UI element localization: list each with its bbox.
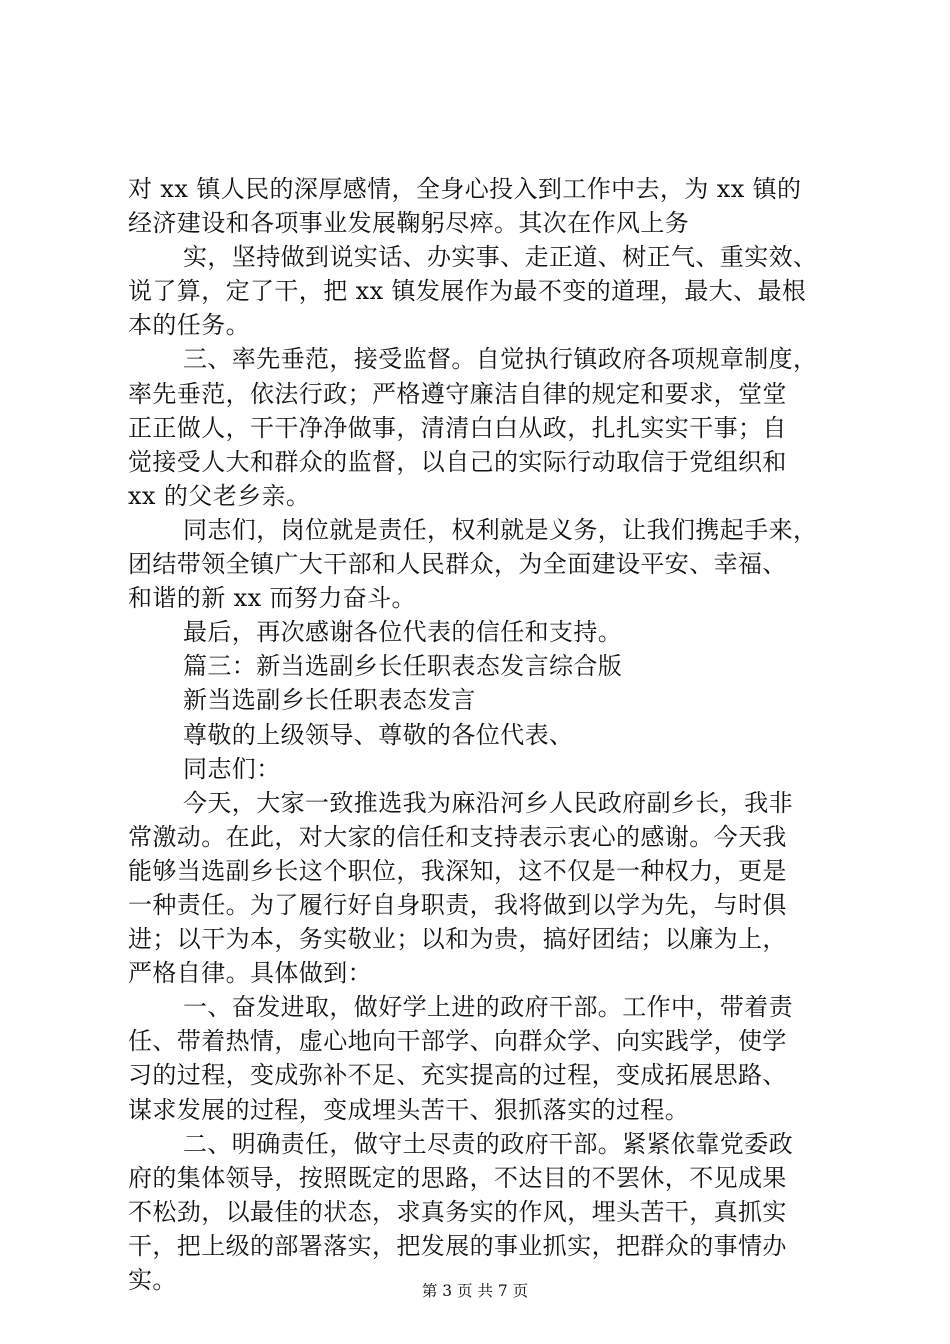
section-heading: 篇三：新当选副乡长任职表态发言综合版 — [183, 652, 623, 681]
text-line: 经济建设和各项事业发展鞠躬尽瘁。其次在作风上务 — [128, 209, 690, 238]
text-line: 最后，再次感谢各位代表的信任和支持。 — [183, 618, 623, 647]
text-line: 率先垂范，依法行政；严格遵守廉洁自律的规定和要求，堂堂 — [128, 379, 787, 408]
text-line: 谋求发展的过程，变成埋头苦干、狠抓落实的过程。 — [128, 1095, 690, 1124]
text-line: 正正做人，干干净净做事，清清白白从政，扎扎实实干事；自 — [128, 413, 787, 442]
text-line: 一、奋发进取，做好学上进的政府干部。工作中，带着责 — [183, 993, 793, 1022]
text-line: 府的集体领导，按照既定的思路，不达目的不罢休，不见成果 — [128, 1163, 787, 1192]
text-line: 今天，大家一致推选我为麻沿河乡人民政府副乡长，我非 — [183, 788, 793, 817]
text-line: xx 的父老乡亲。 — [128, 481, 311, 510]
text-line: 不松劲，以最佳的状态，求真务实的作风，埋头苦干，真抓实 — [128, 1197, 787, 1226]
text-line: 三、率先垂范，接受监督。自觉执行镇政府各项规章制度， — [183, 345, 818, 374]
text-line: 二、明确责任，做守土尽责的政府干部。紧紧依靠党委政 — [183, 1129, 793, 1158]
text-line: 严格自律。具体做到： — [128, 959, 372, 988]
text-line: 任、带着热情，虚心地向干部学、向群众学、向实践学，使学 — [128, 1027, 787, 1056]
text-line: 一种责任。为了履行好自身职责，我将做到以学为先，与时俱 — [128, 890, 787, 919]
text-line: 本的任务。 — [128, 311, 250, 340]
page-footer — [0, 1281, 950, 1301]
page-number-label: 第 3 页 共 7 页 — [421, 1282, 529, 1300]
text-line: 说了算，定了干，把 xx 镇发展作为最不变的道理，最大、最根 — [128, 277, 807, 306]
text-line: 觉接受人大和群众的监督，以自己的实际行动取信于党组织和 — [128, 447, 787, 476]
document-body — [128, 172, 848, 1297]
text-line: 对 xx 镇人民的深厚感情，全身心投入到工作中去，为 xx 镇的 — [128, 175, 802, 203]
speech-title: 新当选副乡长任职表态发言 — [183, 686, 476, 715]
text-line: 实，坚持做到说实话、办实事、走正道、树正气、重实效、 — [183, 243, 818, 272]
salutation: 同志们： — [183, 754, 281, 783]
salutation: 尊敬的上级领导、尊敬的各位代表、 — [183, 720, 574, 749]
text-line: 能够当选副乡长这个职位，我深知，这不仅是一种权力，更是 — [128, 856, 787, 885]
text-line: 干，把上级的部署落实，把发展的事业抓实，把群众的事情办 — [128, 1231, 787, 1260]
text-line: 团结带领全镇广大干部和人民群众，为全面建设平安、幸福、 — [128, 550, 787, 579]
text-line: 进；以干为本，务实敬业；以和为贵，搞好团结；以廉为上， — [128, 925, 787, 954]
text-line: 实。 — [128, 1266, 177, 1294]
text-line: 习的过程，变成弥补不足、充实提高的过程，变成拓展思路、 — [128, 1061, 787, 1090]
text-line: 和谐的新 xx 而努力奋斗。 — [128, 584, 416, 613]
text-line: 同志们，岗位就是责任，权利就是义务，让我们携起手来， — [183, 515, 818, 544]
text-line: 常激动。在此，对大家的信任和支持表示衷心的感谢。今天我 — [128, 822, 787, 851]
